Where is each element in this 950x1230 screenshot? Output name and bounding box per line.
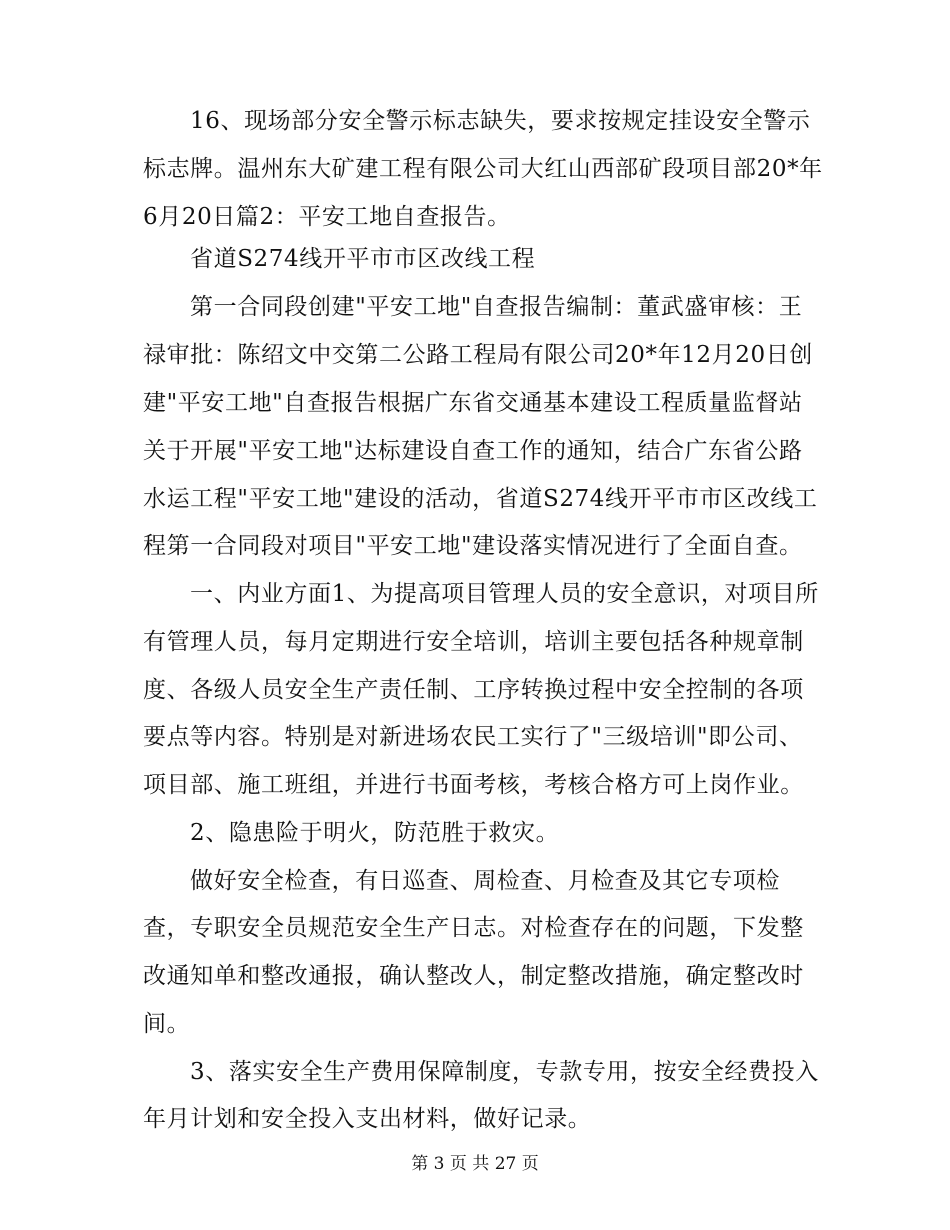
text-line: 一、内业方面1、为提高项目管理人员的安全意识，对项目所 bbox=[190, 581, 819, 607]
text-line: 改通知单和整改通报，确认整改人，制定整改措施，确定整改时 bbox=[143, 963, 804, 989]
text-line: 关于开展"平安工地"达标建设自查工作的通知，结合广东省公路 bbox=[143, 438, 803, 464]
text-line: 水运工程"平安工地"建设的活动，省道S274线开平市市区改线工 bbox=[143, 486, 818, 512]
page-number-footer: 第 3 页 共 27 页 bbox=[411, 1154, 539, 1174]
text-line: 项目部、施工班组，并进行书面考核，考核合格方可上岗作业。 bbox=[143, 772, 804, 798]
text-line: 省道S274线开平市市区改线工程 bbox=[190, 246, 536, 272]
text-line: 年月计划和安全投入支出材料，做好记录。 bbox=[143, 1106, 592, 1132]
text-line: 2、隐患险于明火，防范胜于救灾。 bbox=[190, 820, 560, 846]
text-line: 禄审批：陈绍文中交第二公路工程局有限公司20*年12月20日创 bbox=[143, 342, 813, 368]
text-line: 查，专职安全员规范安全生产日志。对检查存在的问题，下发整 bbox=[143, 915, 804, 941]
text-line: 度、各级人员安全生产责任制、工序转换过程中安全控制的各项 bbox=[143, 677, 804, 703]
text-line: 要点等内容。特别是对新进场农民工实行了"三级培训"即公司、 bbox=[143, 724, 803, 750]
text-line: 做好安全检查，有日巡查、周检查、月检查及其它专项检 bbox=[190, 868, 780, 894]
text-line: 标志牌。温州东大矿建工程有限公司大红山西部矿段项目部20*年 bbox=[143, 156, 823, 182]
text-line: 建"平安工地"自查报告根据广东省交通基本建设工程质量监督站 bbox=[143, 390, 803, 416]
text-line: 程第一合同段对项目"平安工地"建设落实情况进行了全面自查。 bbox=[143, 533, 803, 559]
text-line: 间。 bbox=[143, 1011, 191, 1037]
text-line: 有管理人员，每月定期进行安全培训，培训主要包括各种规章制 bbox=[143, 629, 804, 655]
text-line: 16、现场部分安全警示标志缺失，要求按规定挂设安全警示 bbox=[190, 108, 811, 134]
text-line: 6月20日篇2：平安工地自查报告。 bbox=[143, 204, 511, 230]
text-line: 3、落实安全生产费用保障制度，专款专用，按安全经费投入 bbox=[190, 1059, 819, 1085]
text-line: 第一合同段创建"平安工地"自查报告编制：董武盛审核：王 bbox=[190, 294, 803, 320]
